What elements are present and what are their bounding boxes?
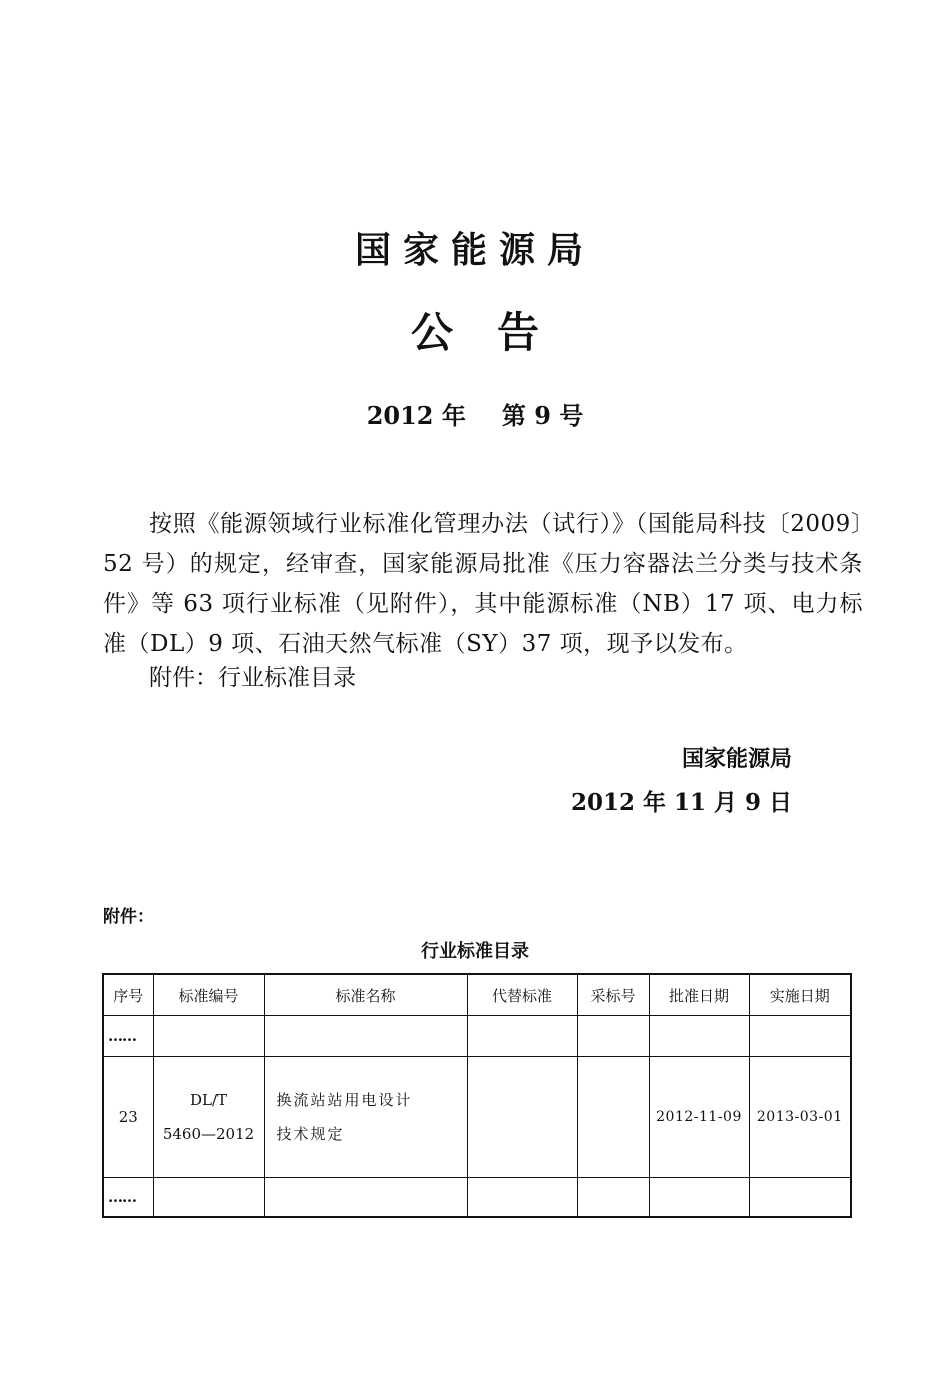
col-header-replaces: 代替标准 bbox=[467, 974, 577, 1016]
issue-year: 2012 年 bbox=[366, 401, 466, 430]
row-code-prefix: DL/T bbox=[189, 1091, 228, 1109]
row-effective-date: 2013-03-01 bbox=[749, 1057, 851, 1178]
table-row bbox=[103, 1057, 851, 1178]
row-name-line1: 换流站站用电设计 bbox=[276, 1091, 413, 1109]
announcement-paragraph: 按照《能源领域行业标准化管理办法（试行）》（国能局科技〔2009〕52 号）的规定，经审查，国家能源局批准《压力容器法兰分类与技术条件》等 63 项行业标准（见附件），其中能源标准（NB）17 项、电力标准（DL）9 项、石油天然气标准（SY）37 项，现予以发布。 bbox=[103, 511, 863, 657]
col-header-name: 标准名称 bbox=[264, 974, 467, 1016]
col-header-seq: 序号 bbox=[103, 974, 153, 1016]
row-replaces bbox=[467, 1057, 577, 1178]
col-header-adopted: 采标号 bbox=[577, 974, 649, 1016]
ellipsis-cell: …… bbox=[103, 1178, 153, 1218]
row-adopted bbox=[577, 1057, 649, 1178]
standards-table bbox=[102, 973, 852, 1218]
attachment-label: 附件： bbox=[103, 907, 154, 927]
row-name-line2: 技术规定 bbox=[276, 1125, 345, 1143]
attachment-reference: 附件：行业标准目录 bbox=[149, 665, 356, 691]
row-standard-name bbox=[264, 1057, 467, 1178]
signature-date: 2012 年 11 月 9 日 bbox=[570, 789, 792, 816]
agency-title: 国家能源局 bbox=[354, 230, 595, 271]
row-code-number: 5460—2012 bbox=[162, 1125, 255, 1143]
col-header-approval-date: 批准日期 bbox=[649, 974, 749, 1016]
table-row bbox=[103, 1016, 851, 1057]
issue-no: 第 9 号 bbox=[501, 401, 584, 430]
signature-organization: 国家能源局 bbox=[681, 747, 792, 772]
document-type-title: 公告 bbox=[410, 308, 583, 357]
table-title: 行业标准目录 bbox=[421, 941, 529, 962]
col-header-effective-date: 实施日期 bbox=[749, 974, 851, 1016]
table-row bbox=[103, 1178, 851, 1218]
issue-number bbox=[0, 396, 950, 431]
ellipsis-cell: …… bbox=[103, 1016, 153, 1057]
row-approval-date: 2012-11-09 bbox=[649, 1057, 749, 1178]
table-header-row bbox=[103, 974, 851, 1016]
col-header-code: 标准编号 bbox=[153, 974, 264, 1016]
row-standard-code bbox=[153, 1057, 264, 1178]
row-seq: 23 bbox=[103, 1057, 153, 1178]
